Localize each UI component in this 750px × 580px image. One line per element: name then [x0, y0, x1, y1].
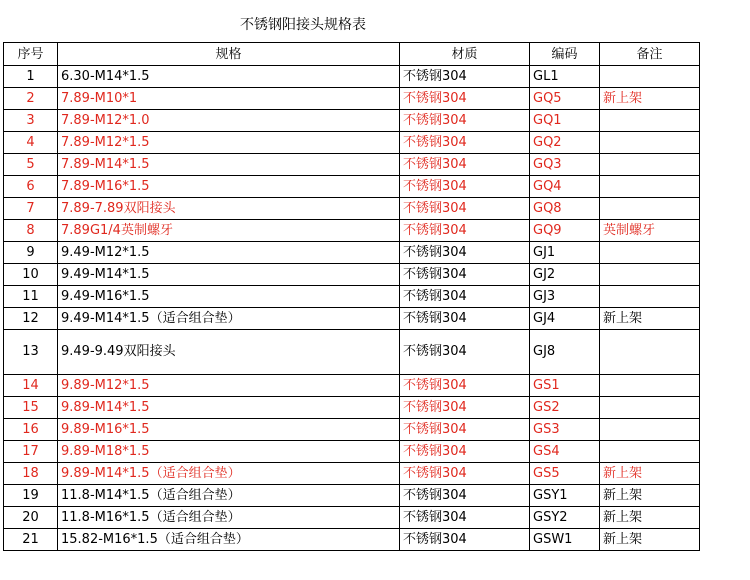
cell-note [600, 375, 700, 397]
cell-index: 10 [4, 264, 58, 286]
table-row [4, 330, 700, 375]
header-index: 序号 [4, 43, 58, 66]
cell-note [600, 154, 700, 176]
table-row [4, 154, 700, 176]
cell-index: 15 [4, 397, 58, 419]
cell-index: 3 [4, 110, 58, 132]
header-material: 材质 [400, 43, 530, 66]
cell-material: 不锈钢304 [400, 154, 530, 176]
table-row [4, 66, 700, 88]
cell-code: GSY1 [530, 485, 600, 507]
cell-material: 不锈钢304 [400, 242, 530, 264]
cell-note [600, 110, 700, 132]
cell-note: 新上架 [600, 529, 700, 551]
table-row [4, 529, 700, 551]
table-row [4, 88, 700, 110]
table-row [4, 220, 700, 242]
table-row [4, 264, 700, 286]
cell-index: 19 [4, 485, 58, 507]
cell-note [600, 132, 700, 154]
cell-code: GJ8 [530, 330, 600, 375]
cell-code: GQ2 [530, 132, 600, 154]
cell-spec: 7.89-M10*1 [58, 88, 400, 110]
cell-code: GS3 [530, 419, 600, 441]
cell-index: 11 [4, 286, 58, 308]
cell-index: 9 [4, 242, 58, 264]
cell-material: 不锈钢304 [400, 441, 530, 463]
cell-material: 不锈钢304 [400, 286, 530, 308]
cell-spec: 7.89G1/4英制螺牙 [58, 220, 400, 242]
cell-code: GS2 [530, 397, 600, 419]
cell-note [600, 242, 700, 264]
table-body [4, 66, 700, 551]
cell-code: GQ4 [530, 176, 600, 198]
cell-spec: 7.89-M14*1.5 [58, 154, 400, 176]
cell-material: 不锈钢304 [400, 485, 530, 507]
cell-code: GQ3 [530, 154, 600, 176]
cell-spec: 9.49-M16*1.5 [58, 286, 400, 308]
cell-index: 17 [4, 441, 58, 463]
cell-note: 新上架 [600, 507, 700, 529]
header-spec: 规格 [58, 43, 400, 66]
cell-code: GJ1 [530, 242, 600, 264]
table-row [4, 308, 700, 330]
cell-spec: 9.89-M16*1.5 [58, 419, 400, 441]
table-row [4, 286, 700, 308]
table-row [4, 485, 700, 507]
cell-index: 8 [4, 220, 58, 242]
cell-material: 不锈钢304 [400, 308, 530, 330]
cell-index: 1 [4, 66, 58, 88]
cell-material: 不锈钢304 [400, 330, 530, 375]
cell-code: GS5 [530, 463, 600, 485]
spec-table [3, 42, 700, 551]
table-row [4, 463, 700, 485]
cell-material: 不锈钢304 [400, 220, 530, 242]
cell-spec: 7.89-M12*1.5 [58, 132, 400, 154]
cell-note: 新上架 [600, 88, 700, 110]
table-row [4, 110, 700, 132]
header-note: 备注 [600, 43, 700, 66]
cell-spec: 9.89-M18*1.5 [58, 441, 400, 463]
cell-index: 4 [4, 132, 58, 154]
cell-note [600, 419, 700, 441]
cell-spec: 9.89-M14*1.5 [58, 397, 400, 419]
cell-code: GSW1 [530, 529, 600, 551]
cell-spec: 15.82-M16*1.5（适合组合垫） [58, 529, 400, 551]
cell-spec: 9.49-M14*1.5 [58, 264, 400, 286]
cell-material: 不锈钢304 [400, 529, 530, 551]
cell-material: 不锈钢304 [400, 507, 530, 529]
cell-material: 不锈钢304 [400, 110, 530, 132]
cell-material: 不锈钢304 [400, 88, 530, 110]
cell-spec: 7.89-M12*1.0 [58, 110, 400, 132]
cell-index: 12 [4, 308, 58, 330]
cell-index: 2 [4, 88, 58, 110]
cell-note [600, 286, 700, 308]
cell-spec: 6.30-M14*1.5 [58, 66, 400, 88]
cell-material: 不锈钢304 [400, 264, 530, 286]
cell-note: 新上架 [600, 308, 700, 330]
cell-index: 6 [4, 176, 58, 198]
cell-index: 21 [4, 529, 58, 551]
table-row [4, 397, 700, 419]
cell-spec: 7.89-7.89双阳接头 [58, 198, 400, 220]
cell-note [600, 441, 700, 463]
cell-note: 英制螺牙 [600, 220, 700, 242]
cell-code: GJ3 [530, 286, 600, 308]
table-row [4, 132, 700, 154]
cell-spec: 9.49-M12*1.5 [58, 242, 400, 264]
table-row [4, 441, 700, 463]
cell-spec: 9.49-9.49双阳接头 [58, 330, 400, 375]
cell-material: 不锈钢304 [400, 176, 530, 198]
cell-material: 不锈钢304 [400, 132, 530, 154]
cell-code: GQ9 [530, 220, 600, 242]
cell-spec: 9.89-M12*1.5 [58, 375, 400, 397]
table-header-row [4, 43, 700, 66]
cell-spec: 9.49-M14*1.5（适合组合垫） [58, 308, 400, 330]
table-row [4, 375, 700, 397]
cell-code: GS1 [530, 375, 600, 397]
cell-material: 不锈钢304 [400, 198, 530, 220]
header-code: 编码 [530, 43, 600, 66]
cell-code: GQ1 [530, 110, 600, 132]
cell-index: 5 [4, 154, 58, 176]
cell-material: 不锈钢304 [400, 66, 530, 88]
cell-note [600, 176, 700, 198]
cell-code: GS4 [530, 441, 600, 463]
cell-spec: 7.89-M16*1.5 [58, 176, 400, 198]
cell-index: 13 [4, 330, 58, 375]
cell-note [600, 66, 700, 88]
cell-code: GJ4 [530, 308, 600, 330]
cell-material: 不锈钢304 [400, 419, 530, 441]
cell-spec: 11.8-M14*1.5（适合组合垫） [58, 485, 400, 507]
page-title: 不锈钢阳接头规格表 [240, 17, 366, 33]
cell-code: GQ8 [530, 198, 600, 220]
table-row [4, 198, 700, 220]
table-row [4, 419, 700, 441]
cell-note [600, 330, 700, 375]
cell-note: 新上架 [600, 485, 700, 507]
table-row [4, 176, 700, 198]
cell-code: GL1 [530, 66, 600, 88]
cell-note [600, 198, 700, 220]
table-row [4, 507, 700, 529]
cell-code: GSY2 [530, 507, 600, 529]
cell-material: 不锈钢304 [400, 375, 530, 397]
cell-material: 不锈钢304 [400, 463, 530, 485]
cell-index: 7 [4, 198, 58, 220]
cell-note: 新上架 [600, 463, 700, 485]
cell-note [600, 264, 700, 286]
cell-index: 20 [4, 507, 58, 529]
cell-index: 16 [4, 419, 58, 441]
cell-code: GQ5 [530, 88, 600, 110]
table-row [4, 242, 700, 264]
cell-material: 不锈钢304 [400, 397, 530, 419]
cell-index: 14 [4, 375, 58, 397]
cell-index: 18 [4, 463, 58, 485]
cell-note [600, 397, 700, 419]
cell-spec: 9.89-M14*1.5（适合组合垫） [58, 463, 400, 485]
cell-spec: 11.8-M16*1.5（适合组合垫） [58, 507, 400, 529]
cell-code: GJ2 [530, 264, 600, 286]
